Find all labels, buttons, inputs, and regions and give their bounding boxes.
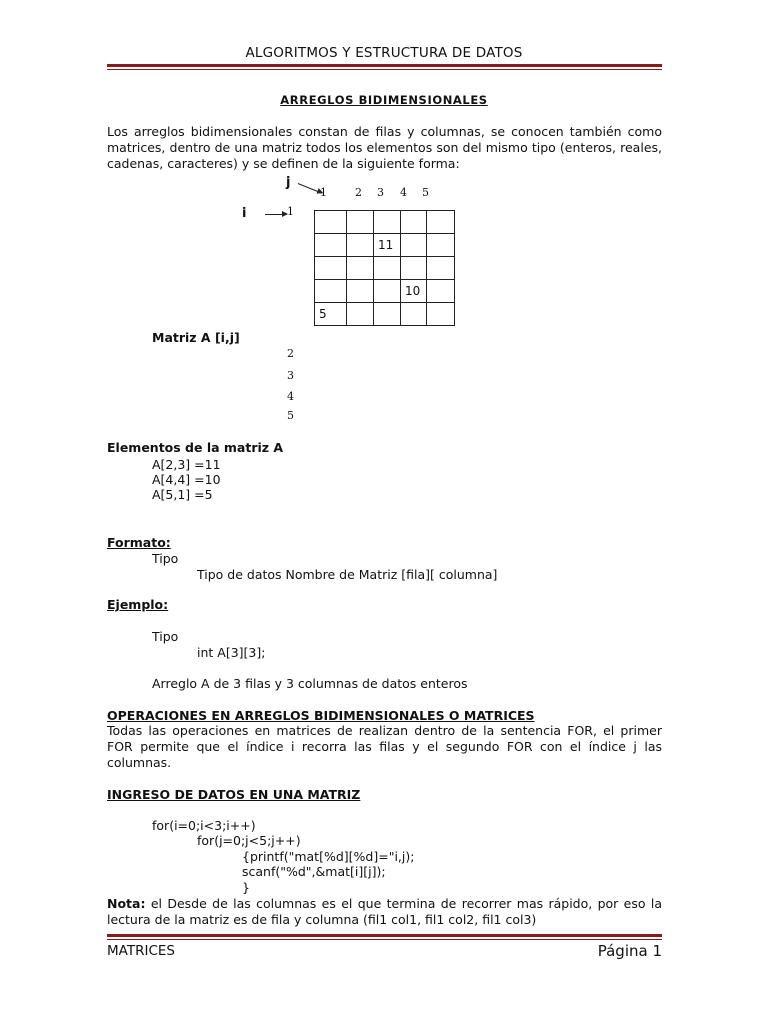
nota-paragraph: [107, 896, 662, 928]
matrix-cell: [374, 280, 401, 303]
matrix-cell: [427, 211, 455, 234]
matrix-row: [315, 234, 455, 257]
matrix-cell: [315, 257, 347, 280]
j-label: j: [286, 175, 291, 190]
code-line: for(j=0;j<5;j++): [197, 833, 301, 848]
matrix-cell: [427, 303, 455, 326]
ejemplo-tipo: Tipo: [152, 629, 179, 644]
code-line: for(i=0;i<3;i++): [152, 818, 256, 833]
footer-rule-bottom: [107, 939, 662, 940]
footer-rule-top: [107, 934, 662, 937]
matrix-cell: [374, 211, 401, 234]
element-item: A[5,1] =5: [152, 487, 213, 502]
matrix-label: Matriz A [i,j]: [152, 330, 240, 345]
header-rule-top: [107, 64, 662, 67]
elements-heading: Elementos de la matriz A: [107, 440, 284, 455]
section-title: ARREGLOS BIDIMENSIONALES: [280, 93, 488, 107]
matrix-grid: [314, 210, 455, 326]
matrix-cell: [347, 257, 374, 280]
matrix-row: [315, 257, 455, 280]
element-item: A[2,3] =11: [152, 457, 221, 472]
matrix-cell: [427, 234, 455, 257]
matrix-cell: [347, 211, 374, 234]
ejemplo-description: Arreglo A de 3 filas y 3 columnas de datos enteros: [152, 676, 468, 691]
matrix-cell: [427, 280, 455, 303]
code-line: {printf("mat[%d][%d]="i,j);: [242, 849, 415, 864]
page-header-title: ALGORITMOS Y ESTRUCTURA DE DATOS: [245, 45, 523, 61]
matrix-cell: [401, 303, 427, 326]
row-number-5: 5: [287, 409, 294, 422]
row-number-4: 4: [287, 390, 294, 403]
matrix-cell: [401, 211, 427, 234]
row-number-1: 1: [287, 205, 294, 218]
matrix-cell: [347, 234, 374, 257]
ejemplo-code: int A[3][3];: [197, 645, 266, 660]
operaciones-heading: OPERACIONES EN ARREGLOS BIDIMENSIONALES O MATRICES: [107, 708, 535, 723]
row-number-2: 2: [287, 347, 294, 360]
intro-paragraph: Los arreglos bidimensionales constan de filas y columnas, se conocen también como matrices, dentro de una matriz todos los elementos son del mismo tipo (enteros, reales, cadenas, caracteres) y se definen de la siguiente forma:: [107, 124, 662, 171]
matrix-row: [315, 280, 455, 303]
ejemplo-heading: Ejemplo:: [107, 597, 169, 612]
page-number: Página 1: [597, 942, 662, 960]
nota-label: Nota:: [107, 896, 146, 911]
col-number-2: 2: [355, 186, 362, 199]
j-arrow-icon: [298, 183, 322, 194]
col-number-3: 3: [377, 186, 384, 199]
matrix-cell: [427, 257, 455, 280]
matrix-cell: [315, 234, 347, 257]
i-label: i: [242, 206, 247, 221]
col-number-5: 5: [422, 186, 429, 199]
matrix-cell: [401, 257, 427, 280]
col-number-1: 1: [320, 186, 327, 199]
col-number-4: 4: [400, 186, 407, 199]
element-item: A[4,4] =10: [152, 472, 221, 487]
matrix-cell: [374, 303, 401, 326]
operaciones-paragraph: Todas las operaciones en matrices de realizan dentro de la sentencia FOR, el primer FOR permite que el índice i recorra las filas y el segundo FOR con el índice j las columnas.: [107, 723, 662, 770]
ingreso-heading: INGRESO DE DATOS EN UNA MATRIZ: [107, 787, 361, 802]
footer-title: MATRICES: [107, 943, 175, 959]
matrix-cell: [347, 280, 374, 303]
matrix-cell: [374, 257, 401, 280]
matrix-row: [315, 303, 455, 326]
row-number-3: 3: [287, 369, 294, 382]
matrix-cell: 11: [374, 234, 401, 257]
matrix-cell: [315, 280, 347, 303]
matrix-cell: [315, 211, 347, 234]
formato-heading: Formato:: [107, 535, 171, 550]
code-line: scanf("%d",&mat[i][j]);: [242, 864, 386, 879]
formato-line: Tipo de datos Nombre de Matriz [fila][ columna]: [197, 567, 498, 582]
matrix-cell: [401, 234, 427, 257]
matrix-row: [315, 211, 455, 234]
header-rule-bottom: [107, 69, 662, 70]
i-arrow-icon: [265, 214, 287, 215]
matrix-cell: [347, 303, 374, 326]
nota-text: el Desde de las columnas es el que termina de recorrer mas rápido, por eso la lectura de la matriz es de fila y columna (fil1 col1, fil1 col2, fil1 col3): [107, 896, 662, 927]
code-line: }: [242, 880, 250, 895]
formato-tipo: Tipo: [152, 551, 179, 566]
matrix-cell: 5: [315, 303, 347, 326]
matrix-cell: 10: [401, 280, 427, 303]
